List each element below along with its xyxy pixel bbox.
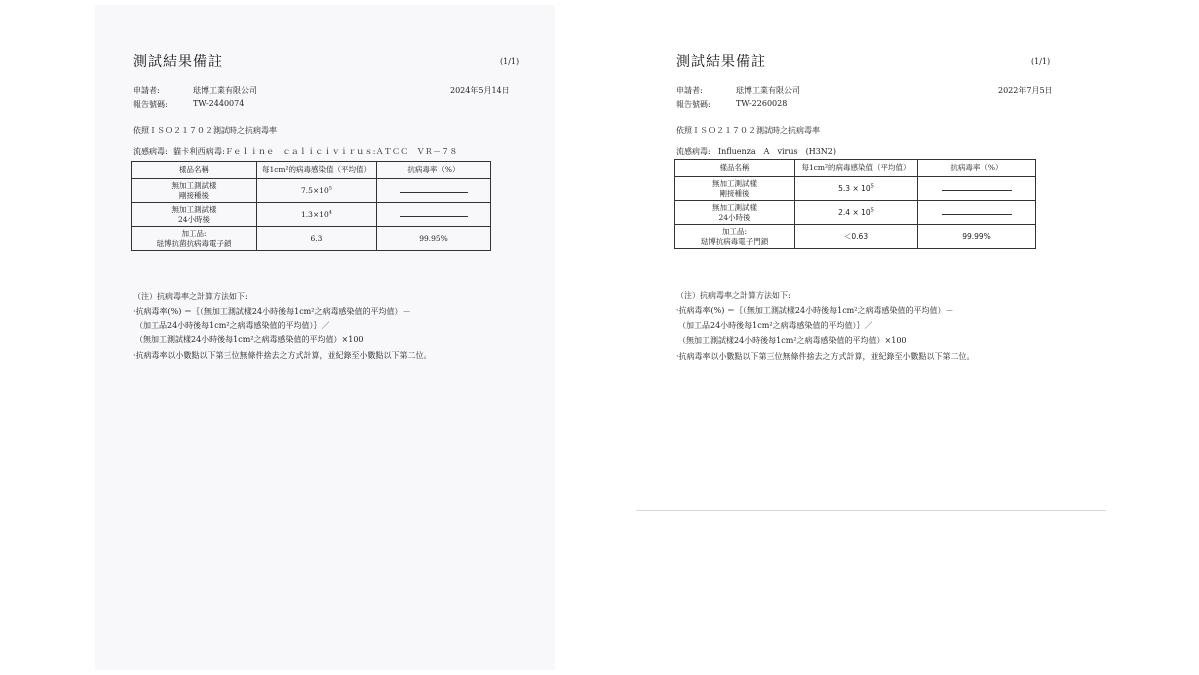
note-line: （加工品24小時後每1cm²之病毒感染值的平均值）｝／ (135, 321, 330, 330)
virus-name: 貓卡利西病毒:Ｆｅｌｉｎｅ ｃａｌｉｃｉｖｉｒｕｓ:ＡＴＣＣ ＶＲ－７８ (173, 147, 458, 156)
report-number-label: 報告號碼: (676, 100, 711, 109)
sample-name: 無加工測試樣 24小時後 (132, 203, 257, 227)
note-line: ·抗病毒率以小數點以下第三位無條件捨去之方式計算，並紀錄至小數點以下第二位。 (676, 352, 975, 361)
applicant-label: 申請者: (133, 86, 160, 95)
virus-name: Influenza A virus (H3N2) (718, 147, 837, 156)
infectivity-value: ＜0.63 (795, 225, 918, 249)
infectivity-value: $7.5\times 10^5$ (257, 179, 377, 203)
infectivity-value: $2.4 \times 10^5$ (795, 201, 918, 225)
table-row (675, 177, 1036, 201)
header-rate: 抗病毒率（%） (377, 162, 491, 179)
note-line: （無加工測試樣24小時後每1cm²之病毒感染值的平均值）×100 (678, 336, 907, 345)
infectivity-value: $1.3\times 10^4$ (257, 203, 377, 227)
test-standard: 依照ＩＳＯ２１７０２測試時之抗病毒率 (676, 126, 820, 135)
table-row (132, 179, 491, 203)
header-sample: 樣品名稱 (132, 162, 257, 179)
rate-value: 99.99% (918, 225, 1036, 249)
header-sample: 樣品名稱 (675, 160, 795, 177)
rate-value: 99.95% (377, 227, 491, 251)
virus-label: 流感病毒: (133, 147, 168, 156)
header-infectivity: 每1cm²的病毒感染值（平均值） (795, 160, 918, 177)
note-line: ·抗病毒率(%) ＝｛（無加工測試樣24小時後每1cm²之病毒感染值的平均值）－ (676, 306, 954, 315)
header-rate: 抗病毒率（%） (918, 160, 1036, 177)
page-title: 測試結果備註 (676, 54, 766, 70)
note-line: （注）抗病毒率之計算方法如下: (133, 292, 248, 301)
applicant-name: 琺博工業有限公司 (736, 86, 800, 95)
table-header-row (675, 160, 1036, 177)
report-number: TW-2260028 (736, 99, 788, 108)
test-standard: 依照ＩＳＯ２１７０２測試時之抗病毒率 (133, 126, 277, 135)
sample-name: 無加工測試樣 剛接種後 (675, 177, 795, 201)
rate-empty (377, 203, 491, 227)
sample-name: 無加工測試樣 剛接種後 (132, 179, 257, 203)
sample-name: 加工品: 琺博抗病毒電子門鎖 (675, 225, 795, 249)
sample-name: 加工品: 琺博抗菌抗病毒電子鎖 (132, 227, 257, 251)
rate-empty (377, 179, 491, 203)
note-line: ·抗病毒率(%) ＝｛（無加工測試樣24小時後每1cm²之病毒感染值的平均值）－ (133, 307, 411, 316)
report-page-left (95, 5, 555, 670)
report-number-label: 報告號碼: (133, 100, 168, 109)
note-line: （加工品24小時後每1cm²之病毒感染值的平均值）｝／ (678, 321, 873, 330)
note-line: （注）抗病毒率之計算方法如下: (676, 291, 791, 300)
infectivity-value: 6.3 (257, 227, 377, 251)
virus-label: 流感病毒: (676, 147, 711, 156)
table-row (132, 227, 491, 251)
results-table (131, 161, 491, 251)
page-number: (1/1) (500, 57, 520, 66)
rate-empty (918, 177, 1036, 201)
infectivity-value: $5.3 \times 10^5$ (795, 177, 918, 201)
header-infectivity: 每1cm²的病毒感染值（平均值） (257, 162, 377, 179)
page-number: (1/1) (1031, 57, 1051, 66)
results-table (674, 159, 1036, 249)
table-header-row (132, 162, 491, 179)
rate-empty (918, 201, 1036, 225)
report-date: 2024年5月14日 (450, 86, 510, 95)
note-line: ·抗病毒率以小數點以下第三位無條件捨去之方式計算，並紀錄至小數點以下第二位。 (133, 351, 432, 360)
report-page-right (636, 5, 1106, 511)
applicant-label: 申請者: (676, 86, 703, 95)
report-number: TW-2440074 (193, 99, 245, 108)
table-row (675, 201, 1036, 225)
page-title: 測試結果備註 (133, 54, 223, 70)
note-line: （無加工測試樣24小時後每1cm²之病毒感染值的平均值）×100 (135, 335, 364, 344)
sample-name: 無加工測試樣 24小時後 (675, 201, 795, 225)
table-row (675, 225, 1036, 249)
report-date: 2022年7月5日 (998, 86, 1053, 95)
applicant-name: 琺博工業有限公司 (193, 86, 257, 95)
table-row (132, 203, 491, 227)
